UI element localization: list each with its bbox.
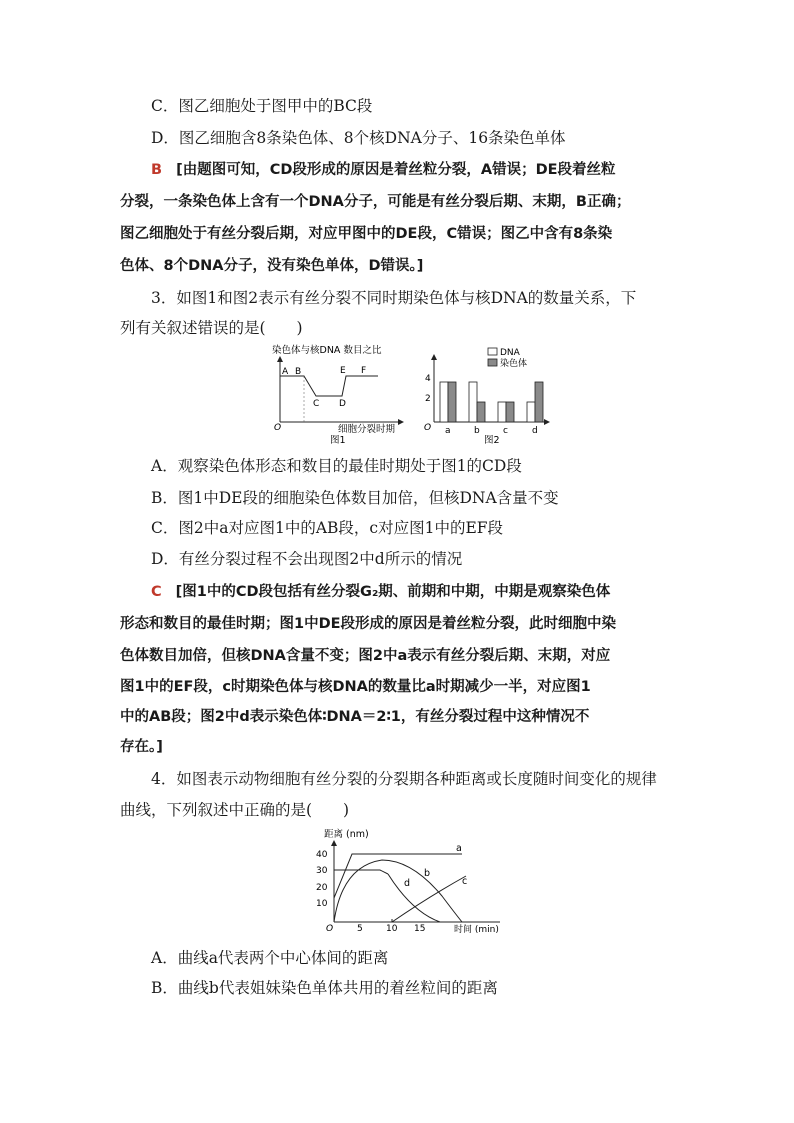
bar-b-chromosome <box>477 402 485 422</box>
bar-d-dna <box>527 402 535 422</box>
figure-q4-distance-curves <box>312 826 512 938</box>
figure-2-bar-chart <box>420 342 560 446</box>
q4-ytick-10: 10 <box>316 899 328 909</box>
curve-label-c: c <box>462 876 468 887</box>
q2-answer: B <box>151 162 163 178</box>
q4-xtick-10: 10 <box>386 924 398 934</box>
fig1-ylabel: 染色体与核DNA 数目之比 <box>272 345 382 356</box>
q3-option-b: B．图1中DE段的细胞染色体数目加倍，但核DNA含量不变 <box>151 489 559 507</box>
q4-fig-xlabel: 时间 (min) <box>454 925 499 935</box>
legend-chromosome-swatch <box>488 359 497 366</box>
fig1-point-B: B <box>295 367 302 377</box>
q4-stem-line-1: 4．如图表示动物细胞有丝分裂的分裂期各种距离或长度随时间变化的规律 <box>151 770 657 788</box>
q3-answer: C <box>151 584 162 600</box>
curve-d <box>388 874 440 922</box>
q3-explanation-line-1: C [图1中的CD段包括有丝分裂G₂期、前期和中期，中期是观察染色体 <box>151 584 611 600</box>
curve-label-a: a <box>456 843 462 854</box>
fig1-origin: O <box>274 423 282 433</box>
q3-option-d: D．有丝分裂过程不会出现图2中d所示的情况 <box>151 550 463 568</box>
bar-d-chromosome <box>535 382 543 422</box>
q4-option-b: B．曲线b代表姐妹染色单体共用的着丝粒间的距离 <box>151 979 498 997</box>
q4-ytick-40: 40 <box>316 850 328 860</box>
fig1-point-F: F <box>361 366 367 376</box>
figure-1 <box>268 342 418 446</box>
q4-ytick-30: 30 <box>316 866 328 876</box>
q3-explanation-line-5: 中的AB段；图2中d表示染色体∶DNA＝2∶1，有丝分裂过程中这种情况不 <box>120 709 590 725</box>
q3-explanation-line-4: 图1中的EF段，c时期染色体与核DNA的数量比a时期减少一半，对应图1 <box>120 679 591 695</box>
fig1-point-A: A <box>282 367 289 377</box>
q3-explanation-line-2: 形态和数目的最佳时期；图1中DE段形成的原因是着丝粒分裂，此时细胞中染 <box>120 616 617 632</box>
q4-xtick-5: 5 <box>357 924 363 934</box>
q3-stem-line-1: 3．如图1和图2表示有丝分裂不同时期染色体与核DNA的数量关系，下 <box>151 289 637 307</box>
fig2-origin: O <box>424 423 432 433</box>
fig2-caption: 图2 <box>484 435 500 446</box>
q4-option-a: A．曲线a代表两个中心体间的距离 <box>151 949 389 967</box>
curve-a <box>334 854 462 898</box>
fig2-category-a: a <box>445 426 451 436</box>
fig1-point-C: C <box>313 399 320 409</box>
bar-c-chromosome <box>506 402 514 422</box>
curve-label-b: b <box>424 868 431 879</box>
bar-a-dna <box>440 382 448 422</box>
bar-b-dna <box>469 382 477 422</box>
fig2-category-d: d <box>532 426 538 436</box>
q2-explanation-line-3: 图乙细胞处于有丝分裂后期，对应甲图中的DE段，C错误；图乙中含有8条染 <box>120 226 613 242</box>
fig1-caption: 图1 <box>330 435 346 446</box>
q3-option-c: C．图2中a对应图1中的AB段，c对应图1中的EF段 <box>151 519 504 537</box>
q2-explanation-line-1: B [由题图可知，CD段形成的原因是着丝粒分裂，A错误；DE段着丝粒 <box>151 162 616 178</box>
fig1-point-D: D <box>339 399 346 409</box>
fig2-ytick-4: 4 <box>425 374 431 384</box>
bar-c-dna <box>498 402 506 422</box>
q3-stem-line-2: 列有关叙述错误的是( ) <box>120 319 303 337</box>
q3-option-a: A．观察染色体形态和数目的最佳时期处于图1的CD段 <box>151 457 522 475</box>
q2-explanation-line-4: 色体、8个DNA分子，没有染色单体，D错误。] <box>120 258 424 274</box>
q2-explanation-line-2: 分裂，一条染色体上含有一个DNA分子，可能是有丝分裂后期、末期，B正确； <box>120 194 631 210</box>
q4-xtick-15: 15 <box>414 924 426 934</box>
q4-stem-line-2: 曲线，下列叙述中正确的是( ) <box>120 801 350 819</box>
q3-explanation-line-3: 色体数目加倍，但核DNA含量不变；图2中a表示有丝分裂后期、末期，对应 <box>120 648 611 664</box>
legend-dna-label: DNA <box>500 348 520 358</box>
fig1-point-E: E <box>340 366 346 376</box>
legend-chromosome-label: 染色体 <box>500 359 528 369</box>
legend-dna-swatch <box>488 348 497 355</box>
curve-b <box>334 860 462 922</box>
q2-option-d: D．图乙细胞含8条染色体、8个核DNA分子、16条染色单体 <box>151 129 566 147</box>
q4-fig-ylabel: 距离 (nm) <box>324 829 369 840</box>
q2-option-c: C．图乙细胞处于图甲中的BC段 <box>151 97 373 115</box>
fig2-ytick-2: 2 <box>425 394 431 404</box>
curve-label-d: d <box>404 878 411 889</box>
fig1-xlabel: 细胞分裂时期 <box>338 424 396 435</box>
fig2-category-b: b <box>474 426 480 436</box>
q3-explanation-line-6: 存在。] <box>120 739 163 755</box>
curve-d-plateau <box>334 870 388 874</box>
q4-fig-origin: O <box>326 924 334 934</box>
bar-a-chromosome <box>448 382 456 422</box>
q4-ytick-20: 20 <box>316 883 328 893</box>
fig2-category-c: c <box>503 426 508 436</box>
fig1-curve <box>280 376 378 396</box>
